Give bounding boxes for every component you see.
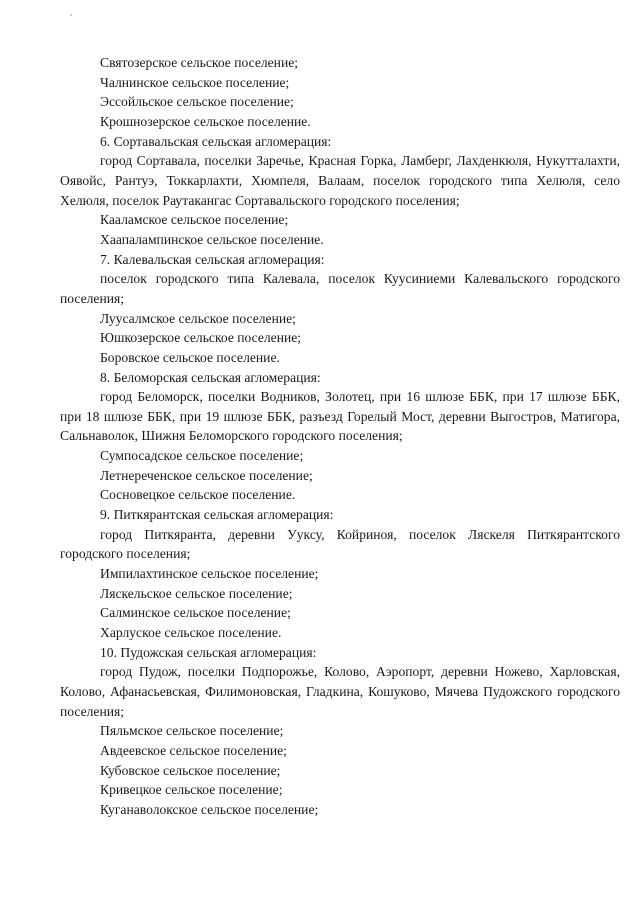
paragraph: город Пудож, поселки Подпорожье, Колово, Аэропорт, деревни Ножево, Харловская, Колово, Афанасьевская, Филимоновская, Гладкина, Кошуково, Мячева Пудожского городского поселения; bbox=[60, 664, 620, 719]
list-item: Кубовское сельское поселение; bbox=[100, 762, 281, 778]
section-heading: 10. Пудожская сельская агломерация: bbox=[100, 644, 317, 660]
section-heading: 7. Калевальская сельская агломерация: bbox=[100, 251, 325, 267]
list-item: Хаапалампинское сельское поселение. bbox=[100, 231, 324, 247]
list-item: Крошнозерское сельское поселение. bbox=[100, 113, 311, 129]
section-heading: 6. Сортавальская сельская агломерация: bbox=[100, 133, 332, 149]
list-item: Чалнинское сельское поселение; bbox=[100, 74, 290, 90]
list-item: Эссойльское сельское поселение; bbox=[100, 94, 294, 110]
list-item: Луусалмское сельское поселение; bbox=[100, 310, 296, 326]
list-item: Боровское сельское поселение. bbox=[100, 349, 280, 365]
document-body bbox=[60, 53, 620, 820]
list-item: Летнереченское сельское поселение; bbox=[100, 467, 313, 483]
scan-speck bbox=[70, 14, 72, 16]
list-item: Куганаволокское сельское поселение; bbox=[100, 801, 319, 817]
list-item: Сосновецкое сельское поселение. bbox=[100, 487, 296, 503]
list-item: Ляскельское сельское поселение; bbox=[100, 585, 293, 601]
list-item: Кривецкое сельское поселение; bbox=[100, 782, 283, 798]
paragraph: город Питкяранта, деревни Ууксу, Койриноя, поселок Ляскеля Питкярантского городского поселения; bbox=[60, 526, 620, 562]
list-item: Сумпосадское сельское поселение; bbox=[100, 448, 304, 464]
list-item: Святозерское сельское поселение; bbox=[100, 55, 299, 70]
list-item: Кааламское сельское поселение; bbox=[100, 212, 289, 228]
list-item: Юшкозерское сельское поселение; bbox=[100, 330, 302, 346]
list-item: Импилахтинское сельское поселение; bbox=[100, 566, 319, 582]
paragraph: поселок городского типа Калевала, поселок Куусиниеми Калевальского городского поселения; bbox=[60, 271, 620, 306]
list-item: Салминское сельское поселение; bbox=[100, 605, 291, 621]
paragraph: город Сортавала, поселки Заречье, Красная Горка, Ламберг, Лахденкюля, Нукутталахти, Оявойс, Рантуэ, Токкарлахти, Хюмпеля, Валаам, поселок городского типа Хелюля, село Хелюля, поселок Раутакангас Сортавальского городского поселения; bbox=[60, 153, 620, 208]
list-item: Пяльмское сельское поселение; bbox=[100, 723, 284, 739]
list-item: Харлуское сельское поселение. bbox=[100, 625, 282, 641]
section-heading: 8. Беломорская сельская агломерация: bbox=[100, 369, 321, 385]
section-heading: 9. Питкярантская сельская агломерация: bbox=[100, 507, 334, 523]
list-item: Авдеевское сельское поселение; bbox=[100, 742, 287, 758]
paragraph: город Беломорск, поселки Водников, Золотец, при 16 шлюзе ББК, при 17 шлюзе ББК, при 18 шлюзе ББК, при 19 шлюзе ББК, разъезд Горелый Мост, деревни Выгостров, Матигора, Сальнаволок, Шижня Беломорского городского поселения; bbox=[60, 389, 620, 444]
